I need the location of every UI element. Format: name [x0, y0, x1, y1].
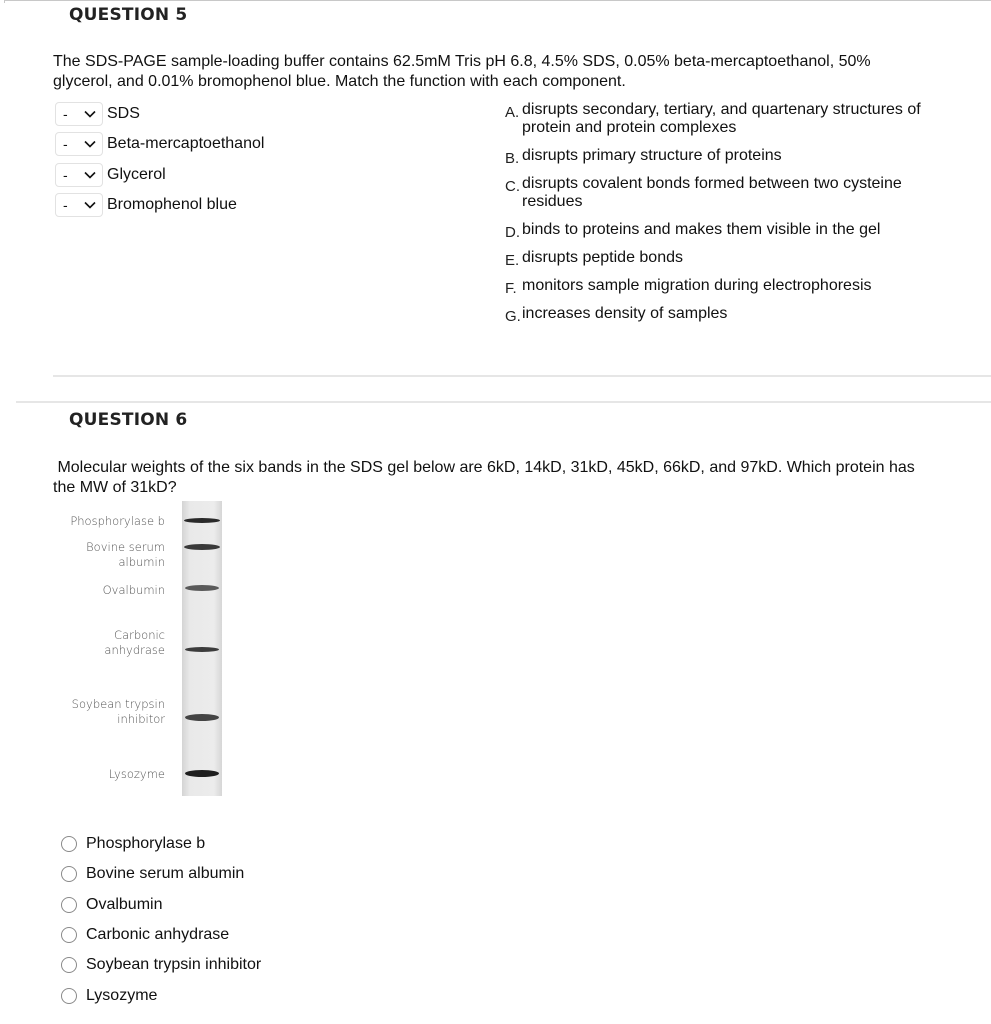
answer-d [505, 221, 955, 249]
answer-letter: F. [505, 280, 517, 297]
option-label: Ovalbumin [86, 895, 163, 913]
gel-label-line: inhibitor [117, 711, 165, 726]
prompt-line: The SDS-PAGE sample-loading buffer contains 62.5mM Tris pH 6.8, 4.5% SDS, 0.05% beta-mercaptoethanol, 50% [53, 53, 871, 70]
question-5-prompt [53, 52, 871, 92]
select-value: - [63, 136, 68, 153]
radio-button[interactable] [61, 957, 77, 973]
answer-select-bromophenol-blue[interactable] [55, 193, 103, 217]
option-ovalbumin[interactable] [61, 890, 261, 920]
gel-band [185, 585, 219, 591]
answer-c [505, 175, 955, 221]
gel-label-carbonic-anhydrase [60, 628, 165, 657]
prompt-line: the MW of 31kD? [53, 479, 177, 496]
question-6-prompt [53, 458, 915, 498]
chevron-down-icon [84, 201, 96, 209]
answer-text: disrupts covalent bonds formed between two cysteine residues [522, 175, 902, 210]
question-6-title: QUESTION 6 [69, 410, 188, 430]
option-label: Lysozyme [86, 986, 158, 1004]
answer-a [505, 101, 955, 147]
gel-lane [182, 501, 222, 796]
radio-button[interactable] [61, 866, 77, 882]
option-label: Bovine serum albumin [86, 865, 245, 883]
answer-text: monitors sample migration during electrophoresis [522, 277, 872, 294]
prompt-line: glycerol, and 0.01% bromophenol blue. Match the function with each component. [53, 73, 626, 90]
gel-label-line: albumin [118, 554, 165, 569]
option-lysozyme[interactable] [61, 980, 261, 1010]
gel-band [185, 770, 219, 777]
select-value: - [63, 197, 68, 214]
answer-options [61, 829, 261, 1011]
select-value: - [63, 166, 68, 183]
answer-text: disrupts peptide bonds [522, 249, 683, 266]
gel-label-line: Phosphorylase b [70, 514, 165, 528]
answer-letter: A. [505, 104, 520, 121]
answer-text: disrupts primary structure of proteins [522, 147, 782, 164]
question-5-title: QUESTION 5 [69, 5, 188, 25]
option-carbonic-anhydrase[interactable] [61, 920, 261, 950]
chevron-down-icon [84, 110, 96, 118]
gel-label-line: Ovalbumin [102, 583, 165, 597]
option-phosphorylase-b[interactable] [61, 829, 261, 859]
answer-text: disrupts secondary, tertiary, and quartenary structures of protein and protein complexes [522, 101, 921, 136]
answer-letter: E. [505, 252, 520, 269]
option-label: Carbonic anhydrase [86, 926, 230, 944]
question-5-divider [53, 375, 991, 377]
match-label: Bromophenol blue [107, 196, 237, 214]
gel-band [185, 714, 219, 721]
gel-label-line: anhydrase [104, 642, 165, 657]
chevron-down-icon [84, 171, 96, 179]
top-border [4, 0, 991, 3]
matching-items [55, 99, 264, 220]
match-label: Beta-mercaptoethanol [107, 135, 265, 153]
question-separator [16, 401, 991, 403]
answer-text: increases density of samples [522, 305, 728, 322]
gel-label-line: Bovine serum [86, 540, 165, 554]
answer-select-beta-mercaptoethanol[interactable] [55, 132, 103, 156]
answer-select-sds[interactable] [55, 102, 103, 126]
answer-e [505, 249, 955, 277]
answer-letter: G. [505, 308, 521, 325]
gel-label-phosphorylase-b [60, 514, 165, 529]
match-row-beta-mercaptoethanol [55, 129, 264, 159]
gel-label-line: Carbonic [114, 628, 165, 642]
option-bovine-serum-albumin[interactable] [61, 859, 261, 889]
match-row-bromophenol-blue [55, 190, 264, 220]
answer-f [505, 277, 955, 305]
answer-select-glycerol[interactable] [55, 163, 103, 187]
match-row-glycerol [55, 160, 264, 190]
match-row-sds [55, 99, 264, 129]
answer-letter: C. [505, 178, 520, 195]
gel-band [185, 647, 219, 652]
gel-label-line: Soybean trypsin [71, 697, 165, 711]
gel-label-ovalbumin [60, 583, 165, 598]
option-label: Phosphorylase b [86, 835, 206, 853]
match-label: Glycerol [107, 165, 166, 183]
answer-text: binds to proteins and makes them visible in the gel [522, 221, 881, 238]
radio-button[interactable] [61, 927, 77, 943]
answer-b [505, 147, 955, 175]
gel-label-lysozyme [60, 767, 165, 782]
select-value: - [63, 106, 68, 123]
answer-letter: D. [505, 224, 520, 241]
chevron-down-icon [84, 140, 96, 148]
answer-g [505, 305, 955, 333]
option-soybean-trypsin-inhibitor[interactable] [61, 950, 261, 980]
answer-letter: B. [505, 150, 520, 167]
gel-label-soybean-trypsin-inhibitor [60, 697, 165, 726]
gel-band [184, 544, 220, 550]
answer-choices [505, 101, 955, 333]
gel-label-bovine-serum-albumin [60, 540, 165, 569]
gel-band [184, 518, 220, 523]
match-label: SDS [107, 105, 140, 123]
option-label: Soybean trypsin inhibitor [86, 956, 262, 974]
radio-button[interactable] [61, 897, 77, 913]
gel-label-line: Lysozyme [108, 767, 165, 781]
prompt-line: Molecular weights of the six bands in the SDS gel below are 6kD, 14kD, 31kD, 45kD, 66kD, and 97kD. Which protein has [53, 459, 915, 476]
radio-button[interactable] [61, 836, 77, 852]
radio-button[interactable] [61, 988, 77, 1004]
